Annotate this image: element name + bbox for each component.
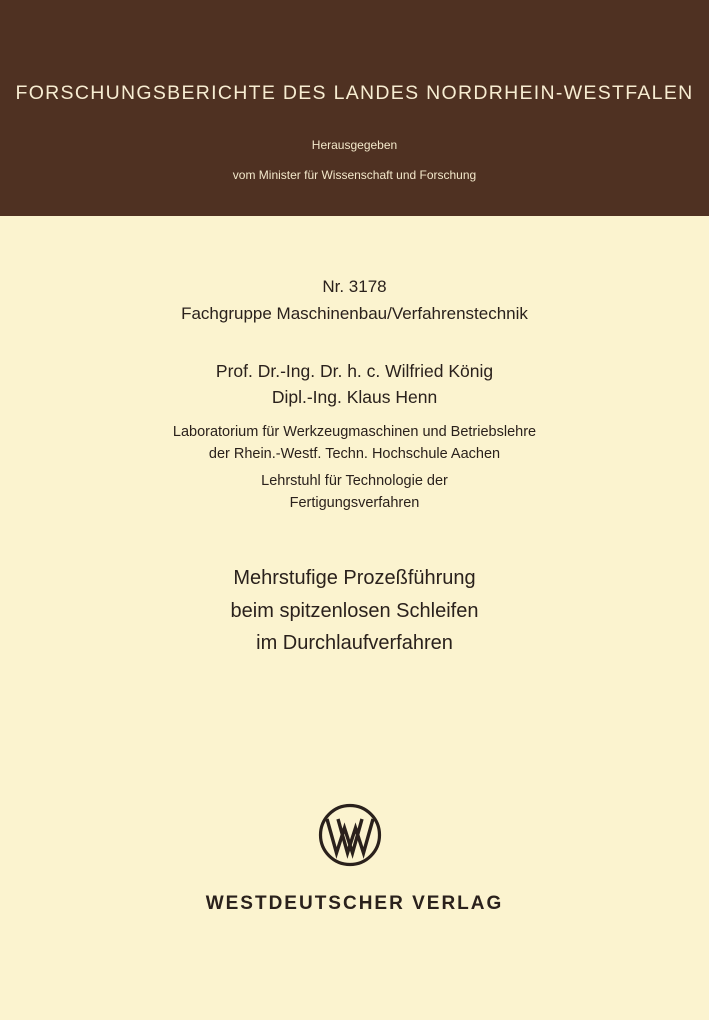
author-2: Dipl.-Ing. Klaus Henn	[271, 387, 438, 407]
series-title: FORSCHUNGSBERICHTE DES LANDES NORDRHEIN-WESTFALEN	[15, 82, 694, 104]
report-group: Fachgruppe Maschinenbau/Verfahrenstechnik	[181, 304, 528, 323]
publisher-logo-icon	[318, 803, 382, 867]
title-line-1: Mehrstufige Prozeßführung	[233, 567, 476, 589]
title-line-2: beim spitzenlosen Schleifen	[230, 600, 479, 622]
author-1: Prof. Dr.-Ing. Dr. h. c. Wilfried König	[215, 361, 494, 381]
chair-line-2: Fertigungsverfahren	[289, 495, 420, 511]
institution-line-1: Laboratorium für Werkzeugmaschinen und Betriebslehre	[172, 424, 537, 440]
report-number: Nr. 3178	[322, 277, 387, 296]
header-band	[0, 0, 709, 216]
title-line-3: im Durchlaufverfahren	[256, 632, 453, 654]
published-by-label: Herausgegeben	[311, 138, 398, 152]
publisher-name: WESTDEUTSCHER VERLAG	[205, 893, 504, 914]
institution-line-2: der Rhein.-Westf. Techn. Hochschule Aachen	[208, 446, 501, 462]
chair-line-1: Lehrstuhl für Technologie der	[261, 473, 448, 489]
minister-line: vom Minister für Wissenschaft und Forschung	[232, 168, 477, 182]
